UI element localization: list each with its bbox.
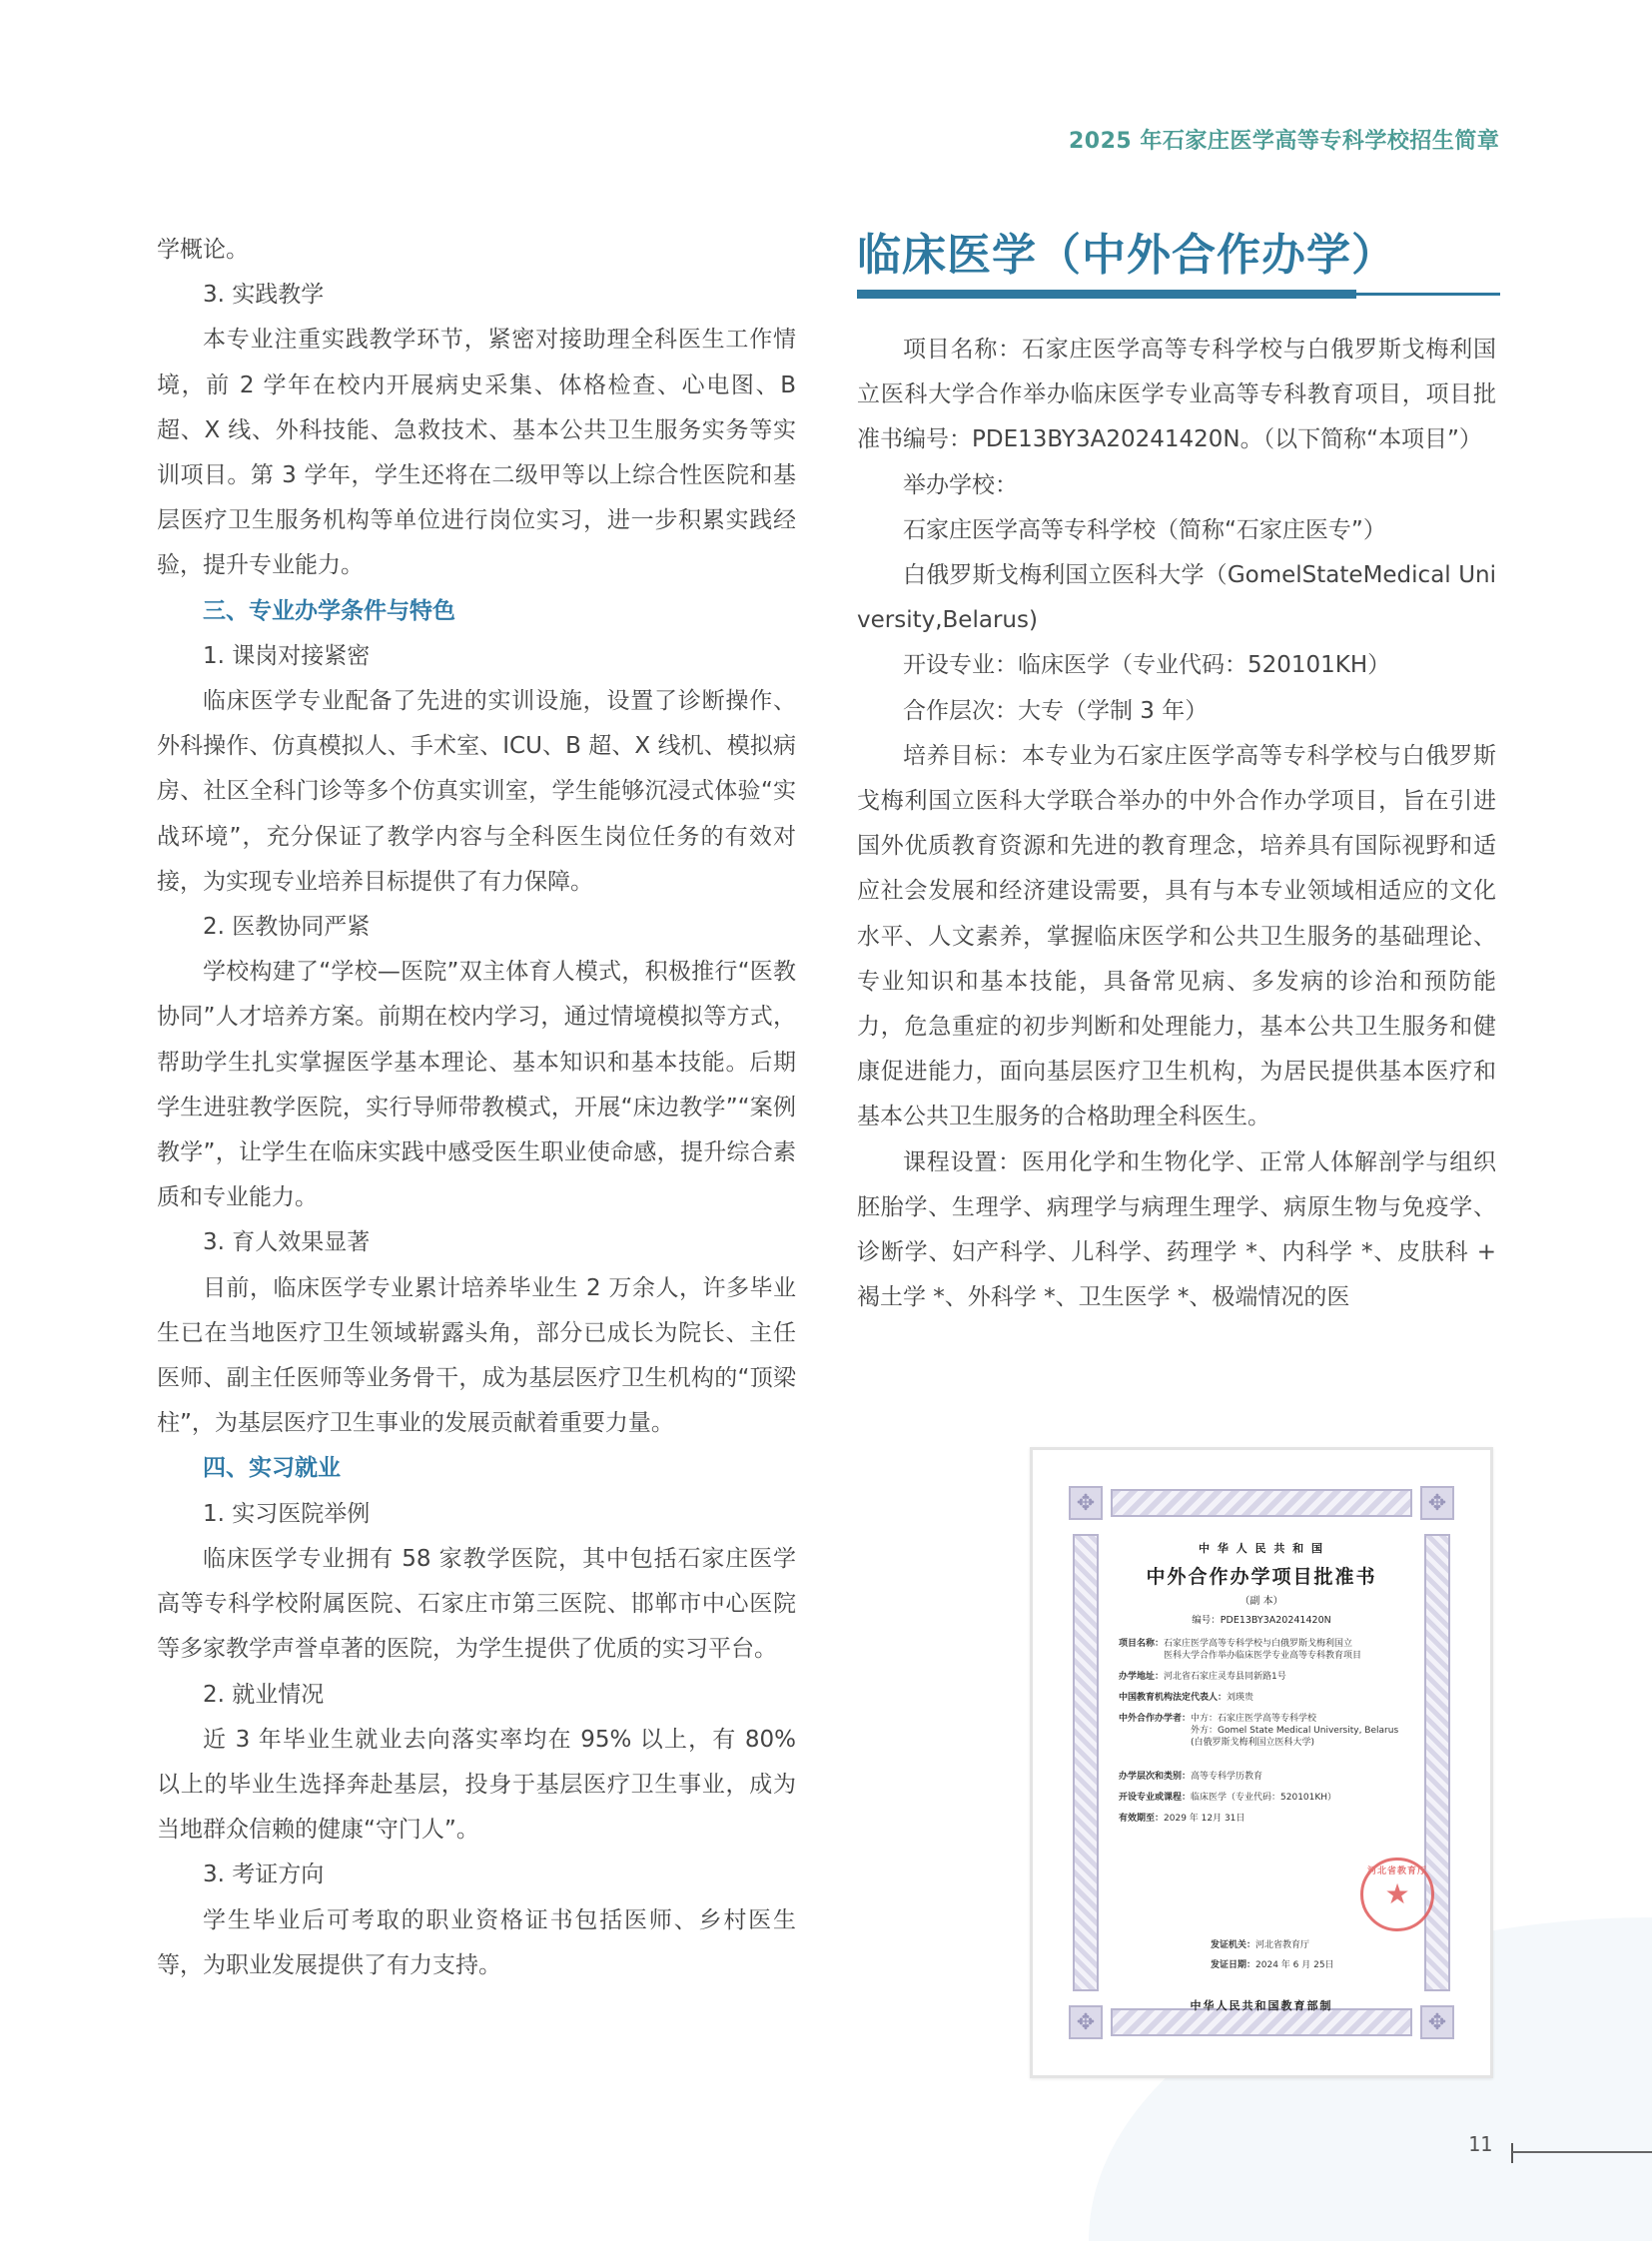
knot-ornament-icon: ✥: [1420, 1486, 1454, 1520]
knot-ornament-icon: ✥: [1069, 2005, 1103, 2039]
cert-row: [1119, 1792, 1412, 1804]
cert-country: 中 华 人 民 共 和 国: [1199, 1542, 1324, 1555]
cert-row-value: 河北省石家庄灵寿县同新路1号: [1164, 1672, 1286, 1682]
cert-row-label: 开设专业或课程：: [1119, 1793, 1192, 1803]
cert-row: [1119, 1713, 1412, 1749]
cert-issue-date: [1211, 1959, 1334, 1971]
knot-ornament-icon: ✥: [1420, 2005, 1454, 2039]
cert-row-label: 办学层次和类别：: [1119, 1772, 1192, 1782]
page-number: 11: [1468, 2132, 1493, 2156]
subsection-heading: 3. 育人效果显著: [203, 1229, 371, 1256]
cert-row-label: 有效期至：: [1119, 1814, 1165, 1824]
page-number-tick: [1511, 2143, 1513, 2163]
cert-issuer: [1211, 1939, 1334, 1951]
paragraph: 合作层次：大专（学制 3 年）: [903, 697, 1209, 724]
approval-certificate-image: [1030, 1447, 1493, 2078]
paragraph: 项目名称：石家庄医学高等专科学校与白俄罗斯戈梅利国立医科大学合作举办临床医学专业高等专科教育项目，项目批准书编号：PDE13BY3A20241420N。（以下简称“本项目”）: [857, 337, 1496, 453]
cert-number-value: PDE13BY3A20241420N: [1220, 1615, 1331, 1626]
paragraph: 课程设置：医用化学和生物化学、正常人体解剖学与组织胚胎学、生理学、病理学与病理生理学、病原生物与免疫学、诊断学、妇产科学、儿科学、药理学 *、内科学 *、皮肤科 + 褐土学 *、外科学 *、卫生医学 *、极端情况的医: [857, 1148, 1496, 1311]
cert-issue-date-label: 发证日期：: [1211, 1960, 1256, 1970]
cert-row: [1119, 1813, 1412, 1825]
subsection-heading: 3. 实践教学: [203, 282, 325, 309]
cert-title: 中外合作办学项目批准书: [1146, 1566, 1377, 1588]
cert-number: [1061, 1612, 1462, 1626]
cert-row-value: 临床医学（专业代码：520101KH）: [1191, 1793, 1337, 1803]
cert-footer: 中华人民共和国教育部制: [1190, 1999, 1333, 2012]
cert-row: [1119, 1692, 1412, 1704]
cert-row-value: 刘瑛贵: [1227, 1693, 1254, 1703]
right-column: [857, 328, 1496, 1320]
seal-text: 河北省教育厅: [1366, 1867, 1427, 1876]
knot-ornament-icon: ✥: [1069, 1486, 1103, 1520]
title-underline-thin: [1356, 293, 1500, 296]
cert-number-label: 编号：: [1192, 1615, 1221, 1626]
subsection-heading: 1. 课岗对接紧密: [203, 642, 371, 669]
border-band-top: [1111, 1489, 1412, 1517]
cert-row: [1119, 1671, 1412, 1683]
paragraph: 学生毕业后可考取的职业资格证书包括医师、乡村医生等，为职业发展提供了有力支持。: [157, 1906, 796, 1978]
cert-row-label: 中国教育机构法定代表人：: [1119, 1693, 1228, 1703]
cert-issuer-value: 河北省教育厅: [1255, 1940, 1310, 1950]
paragraph: 学概论。: [157, 237, 249, 263]
official-seal: [1360, 1858, 1434, 1931]
paragraph: 近 3 年毕业生就业去向落实率均在 95% 以上，有 80% 以上的毕业生选择奔赴基层，投身于基层医疗卫生事业，成为当地群众信赖的健康“守门人”。: [157, 1726, 796, 1844]
cert-row-value: 高等专科学历教育: [1191, 1772, 1263, 1782]
cert-row: [1119, 1771, 1412, 1783]
star-icon: ★: [1384, 1877, 1410, 1910]
cert-row-label: 办学地址：: [1119, 1672, 1165, 1682]
paragraph: 本专业注重实践教学环节，紧密对接助理全科医生工作情境，前 2 学年在校内开展病史采集、体格检查、心电图、B 超、X 线、外科技能、急救技术、基本公共卫生服务实务等实训项目。第 3 学年，学生还将在二级甲等以上综合性医院和基层医疗卫生服务机构等单位进行岗位实习，进一步积累实践经验，提升专业能力。: [157, 327, 796, 579]
cert-row-value: 2029 年 12月 31日: [1164, 1814, 1245, 1824]
paragraph: 白俄罗斯戈梅利国立医科大学（GomelStateMedical University,Belarus): [857, 562, 1496, 634]
cert-issue-block: [1211, 1939, 1334, 1979]
cert-issuer-label: 发证机关：: [1211, 1940, 1256, 1950]
section-heading: 四、实习就业: [203, 1455, 341, 1482]
section-title: 临床医学（中外合作办学）: [857, 230, 1396, 281]
paragraph: 举办学校：: [903, 471, 1018, 498]
cert-rows: [1119, 1638, 1412, 1834]
section-heading: 三、专业办学条件与特色: [203, 597, 455, 624]
subsection-heading: 1. 实习医院举例: [203, 1500, 371, 1527]
paragraph: 培养目标：本专业为石家庄医学高等专科学校与白俄罗斯戈梅利国立医科大学联合举办的中外合作办学项目，旨在引进国外优质教育资源和先进的教育理念，培养具有国际视野和适应社会发展和经济建设需要，具有与本专业领域相适应的文化水平、人文素养，掌握临床医学和公共卫生服务的基础理论、专业知识和基本技能，具备常见病、多发病的诊治和预防能力，危急重症的初步判断和处理能力，基本公共卫生服务和健康促进能力，面向基层医疗卫生机构，为居民提供基本医疗和基本公共卫生服务的合格助理全科医生。: [857, 742, 1496, 1130]
cert-row: [1119, 1638, 1412, 1662]
cert-row-label: 中外合作办学者：: [1119, 1714, 1192, 1724]
cert-issue-date-value: 2024 年 6 月 25日: [1255, 1960, 1334, 1970]
cert-row-label: 项目名称：: [1119, 1639, 1165, 1649]
subsection-heading: 3. 考证方向: [203, 1862, 325, 1888]
paragraph: 目前，临床医学专业累计培养毕业生 2 万余人，许多毕业生已在当地医疗卫生领域崭露头角，部分已成长为院长、主任医师、副主任医师等业务骨干，成为基层医疗卫生机构的“顶梁柱”，为基层医疗卫生事业的发展贡献着重要力量。: [157, 1274, 796, 1437]
page-number-rule: [1512, 2151, 1652, 2153]
paragraph: 学校构建了“学校—医院”双主体育人模式，积极推行“医教协同”人才培养方案。前期在校内学习，通过情境模拟等方式，帮助学生扎实掌握医学基本理论、基本知识和基本技能。后期学生进驻教学医院，实行导师带教模式，开展“床边教学”“案例教学”，让学生在临床实践中感受医生职业使命感，提升综合素质和专业能力。: [157, 959, 796, 1211]
subsection-heading: 2. 医教协同严紧: [203, 914, 371, 941]
cert-row-value: 中方：石家庄医学高等专科学校 外方：Gomel State Medical University, Belarus (白俄罗斯戈梅利国立医科大学): [1191, 1714, 1399, 1748]
running-header: 2025 年石家庄医学高等专科学校招生简章: [1069, 129, 1500, 154]
paragraph: 石家庄医学高等专科学校（简称“石家庄医专”）: [903, 516, 1386, 543]
title-underline-thick: [857, 290, 1356, 299]
cert-copy-label: （副 本）: [1239, 1596, 1283, 1607]
subsection-heading: 2. 就业情况: [203, 1681, 325, 1708]
paragraph: 开设专业：临床医学（专业代码：520101KH）: [903, 652, 1391, 679]
paragraph: 临床医学专业配备了先进的实训设施，设置了诊断操作、外科操作、仿真模拟人、手术室、ICU、B 超、X 线机、模拟病房、社区全科门诊等多个仿真实训室，学生能够沉浸式体验“实战环境”，充分保证了教学内容与全科医生岗位任务的有效对接，为实现专业培养目标提供了有力保障。: [157, 688, 796, 895]
left-column: [157, 228, 796, 1988]
paragraph: 临床医学专业拥有 58 家教学医院，其中包括石家庄医学高等专科学校附属医院、石家庄市第三医院、邯郸市中心医院等多家教学声誉卓著的医院，为学生提供了优质的实习平台。: [157, 1545, 796, 1663]
cert-row-value: 石家庄医学高等专科学校与白俄罗斯戈梅利国立 医科大学合作举办临床医学专业高等专科教育项目: [1164, 1639, 1362, 1661]
